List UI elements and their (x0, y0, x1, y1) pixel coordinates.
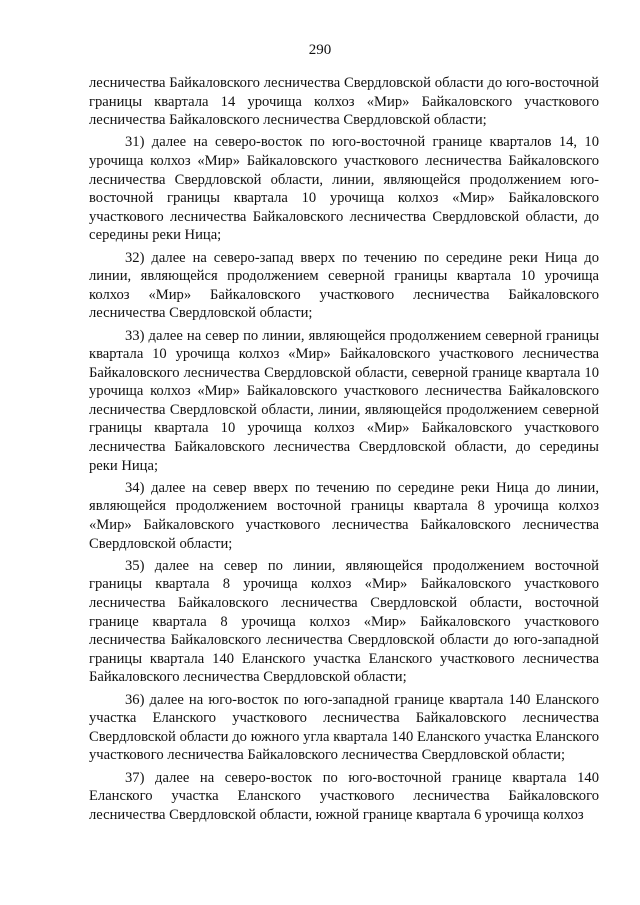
paragraph-continuation: лесничества Байкаловского лесничества Свердловской области до юго-восточной границы квартала 14 урочища колхоз «Мир» Байкаловского участкового лесничества Байкаловского лесничества Свердловской области; (89, 75, 599, 129)
paragraph-34: 34) далее на север вверх по течению по середине реки Ница до линии, являющейся продолжением восточной границы квартала 8 урочища колхоз «Мир» Байкаловского участкового лесничества Байкаловского лесничества Свердловской области; (89, 479, 599, 552)
page-number: 290 (308, 42, 332, 58)
paragraph-31: 31) далее на северо-восток по юго-восточной границе кварталов 14, 10 урочища колхоз «Мир» Байкаловского участкового лесничества Байкаловского лесничества Свердловской области, линии, являющейся продолжением юго-восточной границы квартала 10 урочища колхоз «Мир» Байкаловского участкового лесничества Байкаловского лесничества Свердловской области, до середины реки Ница; (89, 134, 599, 244)
paragraph-37: 37) далее на северо-восток по юго-восточной границе квартала 140 Еланского участка Еланского участкового лесничества Байкаловского лесничества Свердловской области, южной границе квартала 6 урочища колхоз (89, 769, 599, 823)
paragraph-32: 32) далее на северо-запад вверх по течению по середине реки Ница до линии, являющейся продолжением северной границы квартала 10 урочища колхоз «Мир» Байкаловского участкового лесничества Байкаловского лесничества Свердловской области; (89, 249, 599, 322)
paragraph-33: 33) далее на север по линии, являющейся продолжением северной границы квартала 10 урочища колхоз «Мир» Байкаловского участкового лесничества Байкаловского лесничества Свердловской области, северной границе квартала 10 урочища колхоз «Мир» Байкаловского участкового лесничества Байкаловского лесничества Свердловской области, линии, являющейся продолжением северной границы квартала 10 урочища колхоз «Мир» Байкаловского участкового лесничества Байкаловского лесничества Свердловской области, до середины реки Ница; (89, 327, 599, 474)
paragraph-35: 35) далее на север по линии, являющейся продолжением восточной границы квартала 8 урочища колхоз «Мир» Байкаловского участкового лесничества Байкаловского лесничества Свердловской области, восточной границе квартала 8 урочища колхоз «Мир» Байкаловского участкового лесничества Байкаловского лесничества Свердловской области до юго-западной границы квартала 140 Еланского участка Еланского участкового лесничества Байкаловского лесничества Свердловской области; (89, 557, 599, 686)
paragraph-36: 36) далее на юго-восток по юго-западной границе квартала 140 Еланского участка Еланского участкового лесничества Байкаловского лесничества Свердловской области до южного угла квартала 140 Еланского участка Еланского участкового лесничества Байкаловского лесничества Свердловской области; (89, 691, 599, 764)
document-body (89, 74, 599, 828)
